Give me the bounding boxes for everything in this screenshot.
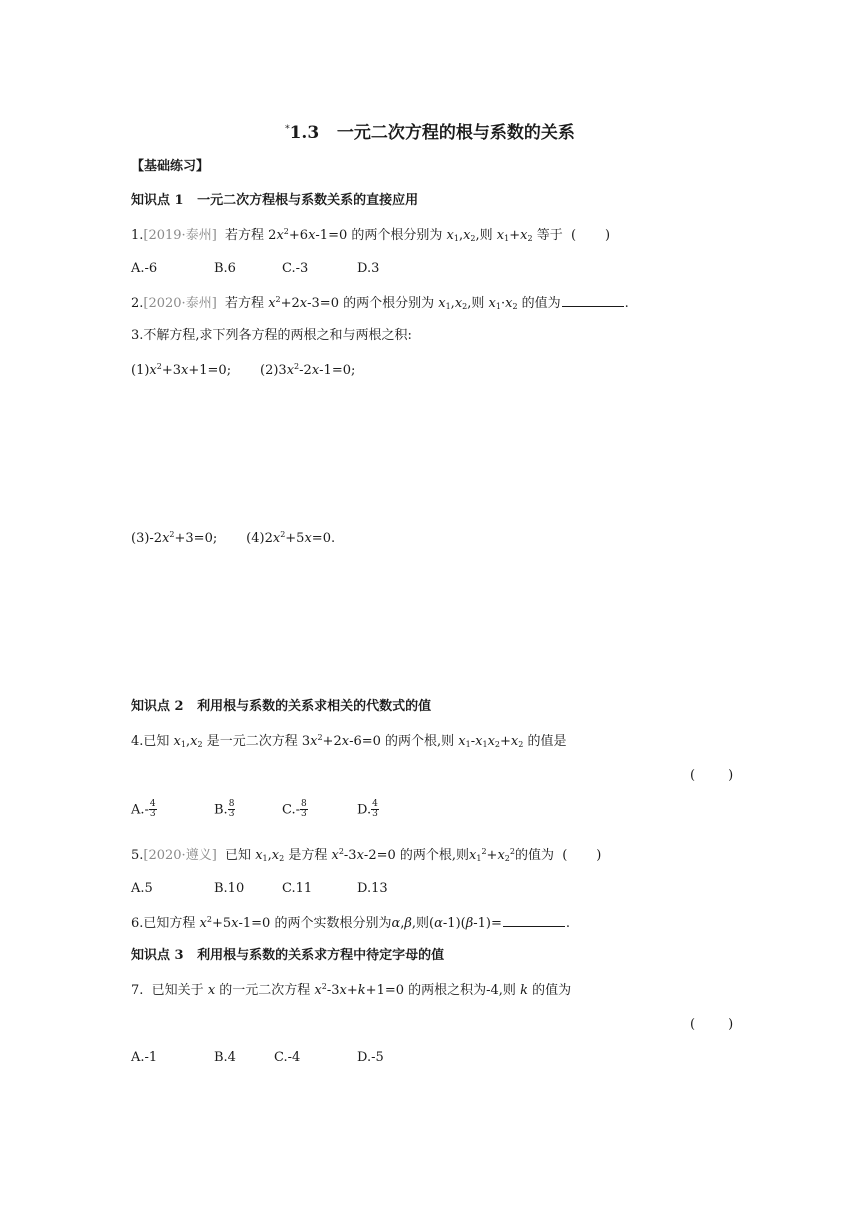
knowledge-point-2	[131, 700, 431, 713]
kp2-label: 知识点 2	[131, 699, 184, 714]
q1-option-c: C.-3	[282, 261, 309, 276]
kp2-text: 利用根与系数的关系求相关的代数式的值	[197, 699, 432, 714]
question-5: 5.[2020·遵义] 已知 $x_1,x_2$ 是方程 $x^2-3x-2=0$ 的两个根,则$x_1^2+x_2^2$的值为 ( )	[131, 847, 602, 863]
q7-option-d: D.-5	[357, 1050, 384, 1065]
q6-answer-blank[interactable]	[503, 915, 565, 927]
page-title	[0, 118, 860, 143]
q7-option-b: B.4	[214, 1050, 236, 1065]
q4-option-b: B. $\frac{8}{3}$	[214, 799, 235, 820]
question-3-stem: 3.不解方程,求下列各方程的两根之和与两根之积:	[131, 328, 412, 343]
kp3-label: 知识点 3	[131, 948, 184, 963]
title-number: 1.3	[289, 123, 320, 143]
q1-source: [2019·泰州]	[143, 228, 217, 243]
q7-options	[131, 1051, 384, 1064]
question-3-parts-1-2: $(1)x^2+3x+1=0$; $(2)3x^2-2x-1=0$;	[131, 362, 356, 378]
q2-answer-blank[interactable]	[562, 295, 624, 307]
q5-option-a: A.5	[131, 881, 153, 896]
question-4: 4.已知 $x_1,x_2$ 是一元二次方程 $3x^2+2x-6=0$ 的两个根,则 $x_1-x_1x_2+x_2$ 的值是	[131, 733, 567, 749]
q7-answer-paren: ( )	[690, 1017, 734, 1032]
q1-option-d: D.3	[357, 261, 380, 276]
question-3-parts-3-4: $(3)-2x^2+3=0$; $(4)2x^2+5x=0$.	[131, 530, 336, 546]
q5-option-b: B.10	[214, 881, 245, 896]
knowledge-point-3	[131, 949, 444, 962]
q1-option-b: B.6	[214, 261, 236, 276]
q5-source: [2020·遵义]	[143, 848, 217, 863]
q7-option-a: A.-1	[131, 1050, 158, 1065]
question-2: 2.[2020·泰州] 若方程 $x^2+2x-3=0$ 的两个根分别为 $x_1,x_2$,则 $x_1\cdot x_2$ 的值为 .	[131, 295, 629, 311]
q5-option-d: D.13	[357, 881, 388, 896]
title-text: 一元二次方程的根与系数的关系	[336, 123, 575, 143]
kp1-text: 一元二次方程根与系数关系的直接应用	[197, 193, 419, 208]
q7-option-c: C.-4	[274, 1050, 301, 1065]
knowledge-point-1	[131, 194, 418, 207]
q4-option-d: D. $\frac{4}{3}$	[357, 799, 378, 820]
q1-option-a: A.-6	[131, 261, 158, 276]
kp3-text: 利用根与系数的关系求方程中待定字母的值	[197, 948, 445, 963]
q4-option-a: A.- $\frac{4}{3}$	[131, 799, 156, 820]
q4-option-c: C.- $\frac{8}{3}$	[282, 799, 307, 820]
q2-source: [2020·泰州]	[143, 296, 217, 311]
q5-option-c: C.11	[282, 881, 313, 896]
question-1: 1.[2019·泰州] 若方程 $2x^2+6x-1=0$ 的两个根分别为 $x_1,x_2$,则 $x_1+x_2$ 等于 ( )	[131, 227, 611, 243]
q4-answer-paren: ( )	[690, 768, 734, 783]
q5-options	[131, 882, 388, 895]
question-6: 6.已知方程 $x^2+5x-1=0$ 的两个实数根分别为α,β,则(α-1)(β-1)= .	[131, 915, 571, 931]
question-7: 7. 已知关于 x 的一元二次方程 $x^2-3x+k+1=0$ 的两根之积为-4,则 k 的值为	[131, 982, 572, 998]
section-heading: 【基础练习】	[131, 159, 210, 174]
title-marker: *	[285, 124, 290, 135]
q1-options	[131, 262, 379, 275]
q4-options	[131, 800, 379, 820]
kp1-label: 知识点 1	[131, 193, 184, 208]
